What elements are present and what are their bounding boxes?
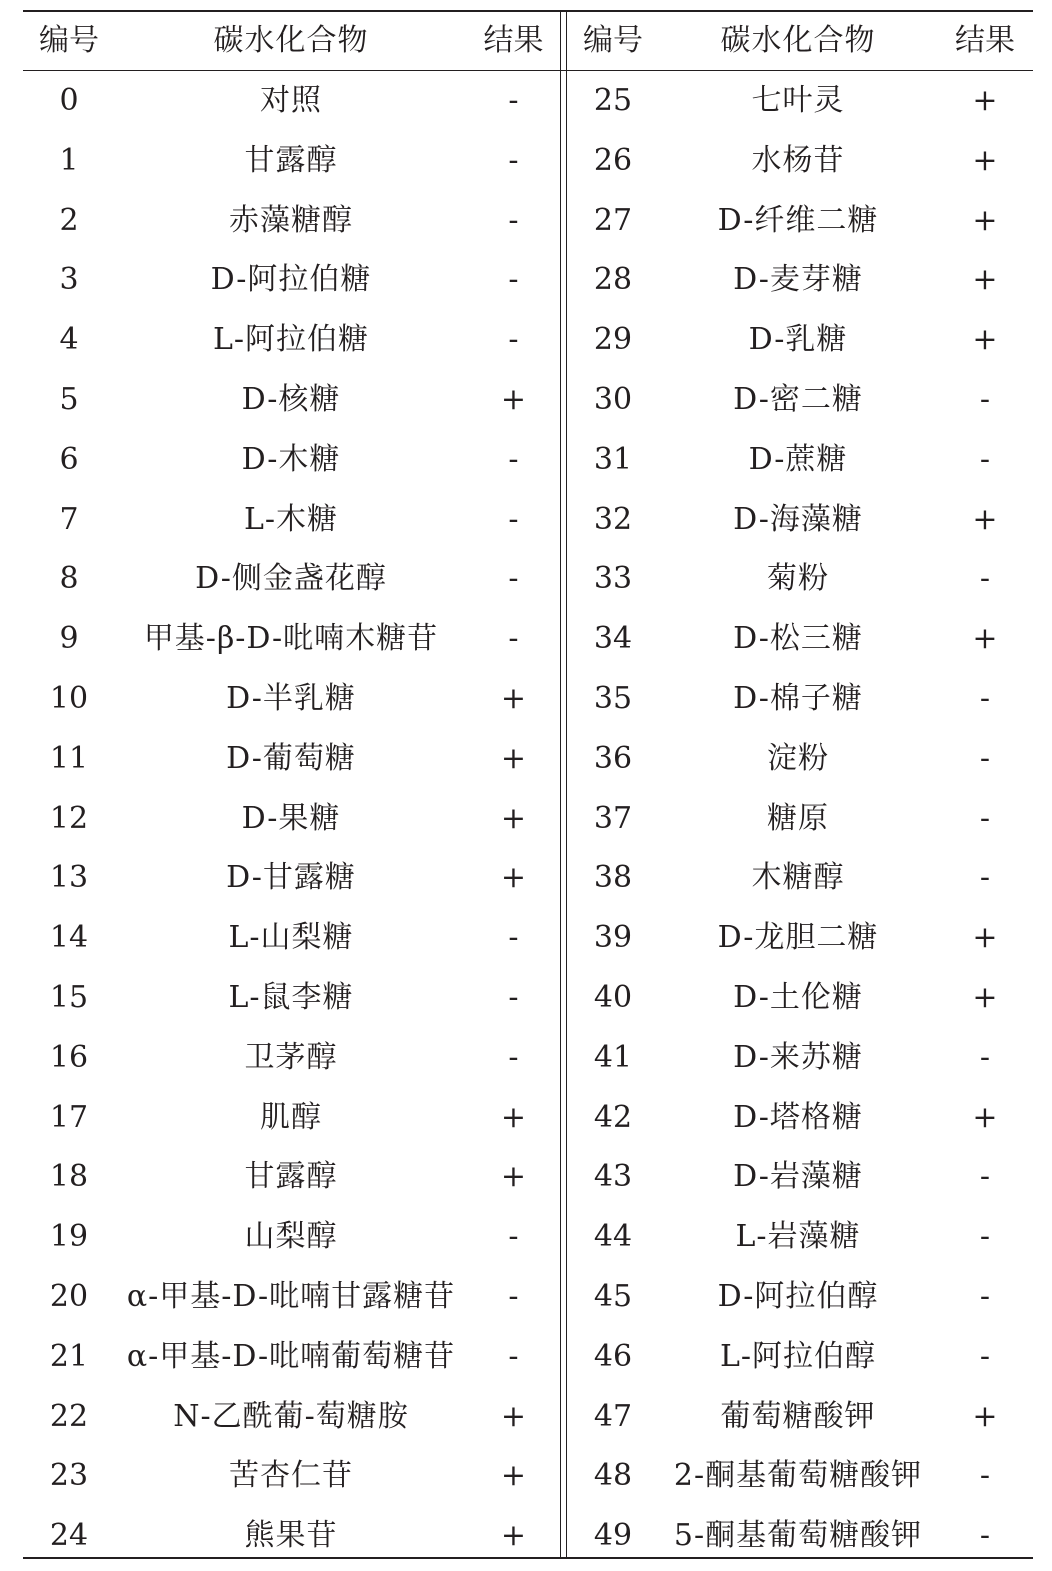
row-right-carbohydrate: D-棉子糖: [733, 681, 863, 716]
row-right-result: -: [979, 860, 991, 896]
row-left-carbohydrate: 苦杏仁苷: [229, 1458, 353, 1494]
row-right-carbohydrate: D-纤维二糖: [717, 202, 879, 238]
row-right-number: 34: [593, 621, 633, 657]
row-right-number: 32: [593, 501, 633, 537]
row-left-carbohydrate: D-侧金盏花醇: [195, 561, 387, 597]
row-left-result: +: [500, 681, 527, 716]
row-right-number: 29: [593, 322, 633, 358]
table-row: [23, 549, 1033, 609]
row-right-result: +: [972, 322, 998, 358]
table-row: [23, 1147, 1033, 1207]
row-right-carbohydrate: D-岩藻糖: [733, 1159, 863, 1195]
row-right-carbohydrate: D-密二糖: [733, 382, 863, 417]
table-row: [23, 370, 1033, 430]
row-left-number: 15: [49, 980, 89, 1015]
row-right-result: -: [979, 1458, 991, 1494]
row-right-carbohydrate: L-阿拉伯醇: [719, 1338, 877, 1374]
row-left-result: -: [508, 1279, 519, 1314]
header-left-number: 编号: [39, 23, 99, 58]
row-left-result: +: [500, 860, 527, 896]
row-left-result: -: [508, 501, 519, 537]
row-left-result: -: [508, 322, 519, 358]
row-right-carbohydrate: 七叶灵: [751, 83, 845, 118]
row-right-result: -: [979, 800, 991, 836]
table-row: [23, 609, 1033, 669]
row-right-carbohydrate: D-海藻糖: [733, 501, 863, 537]
row-left-number: 16: [49, 1039, 89, 1075]
row-left-carbohydrate: D-葡萄糖: [226, 740, 356, 776]
row-right-carbohydrate: 5-酮基葡萄糖酸钾: [673, 1518, 923, 1554]
row-right-result: -: [979, 1338, 991, 1374]
row-left-number: 3: [59, 262, 79, 298]
row-left-result: +: [500, 740, 527, 776]
header-right-number: 编号: [583, 23, 643, 58]
row-left-carbohydrate: 甲基-β-D-吡喃木糖苷: [143, 621, 439, 657]
row-right-carbohydrate: 2-酮基葡萄糖酸钾: [673, 1458, 923, 1494]
row-right-carbohydrate: 淀粉: [767, 740, 829, 776]
row-right-number: 47: [593, 1398, 633, 1434]
row-left-carbohydrate: L-山梨糖: [228, 920, 354, 956]
row-left-number: 8: [59, 561, 79, 597]
table-row: [23, 1446, 1033, 1506]
row-right-result: +: [972, 920, 998, 956]
table-row: [23, 848, 1033, 908]
row-left-result: +: [500, 1398, 527, 1434]
row-left-carbohydrate: L-鼠李糖: [228, 980, 354, 1015]
row-left-carbohydrate: 甘露醇: [244, 1159, 338, 1195]
row-right-number: 44: [593, 1219, 633, 1255]
row-left-number: 11: [49, 740, 89, 776]
row-right-carbohydrate: L-岩藻糖: [735, 1219, 861, 1255]
row-right-result: -: [979, 382, 991, 417]
row-right-number: 38: [593, 860, 633, 896]
row-left-number: 6: [59, 441, 79, 477]
row-right-result: -: [979, 441, 991, 477]
table-header: [23, 11, 1033, 71]
row-left-number: 12: [49, 800, 89, 836]
row-left-result: -: [508, 980, 519, 1015]
row-left-carbohydrate: 赤藻糖醇: [229, 202, 353, 238]
row-right-carbohydrate: D-松三糖: [733, 621, 863, 657]
row-left-number: 14: [49, 920, 89, 956]
row-left-number: 22: [49, 1398, 89, 1434]
row-left-result: -: [508, 1338, 519, 1374]
row-right-result: -: [979, 1039, 991, 1075]
row-left-result: +: [500, 1458, 527, 1494]
row-left-result: -: [508, 920, 519, 956]
row-left-result: +: [500, 1518, 527, 1554]
row-right-result: -: [979, 740, 991, 776]
row-left-number: 18: [49, 1159, 89, 1195]
row-right-carbohydrate: 菊粉: [767, 561, 829, 597]
row-left-number: 0: [59, 83, 79, 118]
row-left-number: 17: [49, 1099, 89, 1135]
header-left-carbohydrate: 碳水化合物: [213, 23, 369, 58]
row-left-result: -: [508, 83, 519, 118]
table-row: [23, 1028, 1033, 1088]
table-row: [23, 1267, 1033, 1327]
row-left-number: 5: [59, 382, 79, 417]
row-left-carbohydrate: L-木糖: [243, 501, 339, 537]
table-row: [23, 1207, 1033, 1267]
table-row: [23, 968, 1033, 1028]
row-right-number: 36: [593, 740, 633, 776]
table-row: [23, 789, 1033, 849]
row-right-number: 35: [593, 681, 633, 716]
row-left-result: -: [508, 621, 519, 657]
row-left-carbohydrate: α-甲基-D-吡喃葡萄糖苷: [126, 1338, 456, 1374]
row-left-carbohydrate: 熊果苷: [244, 1518, 338, 1554]
table-row: [23, 250, 1033, 310]
row-left-result: -: [508, 142, 519, 178]
row-left-carbohydrate: D-木糖: [241, 441, 341, 477]
table-row: [23, 490, 1033, 550]
row-right-result: +: [972, 83, 998, 118]
row-right-carbohydrate: D-蔗糖: [748, 441, 848, 477]
row-right-number: 40: [593, 980, 633, 1015]
row-right-result: +: [972, 501, 998, 537]
row-right-carbohydrate: D-来苏糖: [733, 1039, 863, 1075]
row-left-number: 1: [59, 142, 79, 178]
row-right-number: 31: [593, 441, 633, 477]
row-left-carbohydrate: α-甲基-D-吡喃甘露糖苷: [126, 1279, 456, 1314]
row-right-number: 33: [593, 561, 633, 597]
row-left-number: 20: [49, 1279, 89, 1314]
row-left-result: -: [508, 202, 519, 238]
row-right-number: 46: [593, 1338, 633, 1374]
row-right-carbohydrate: D-塔格糖: [733, 1099, 863, 1135]
row-left-carbohydrate: D-果糖: [241, 800, 341, 836]
row-right-result: +: [972, 980, 998, 1015]
row-right-number: 49: [593, 1518, 633, 1554]
row-left-result: +: [500, 1159, 527, 1195]
row-right-result: +: [972, 1099, 998, 1135]
row-right-result: +: [972, 142, 998, 178]
carbohydrate-results-table: [23, 10, 1033, 1560]
table-row: [23, 1088, 1033, 1148]
row-left-result: -: [508, 262, 519, 298]
table-row: [23, 310, 1033, 370]
row-left-result: -: [508, 1039, 519, 1075]
row-right-carbohydrate: D-土伦糖: [733, 980, 863, 1015]
table-row: [23, 908, 1033, 968]
row-left-number: 23: [49, 1458, 89, 1494]
row-left-carbohydrate: D-半乳糖: [226, 681, 356, 716]
row-right-carbohydrate: 木糖醇: [751, 860, 845, 896]
row-left-number: 10: [49, 681, 89, 716]
row-left-result: -: [508, 441, 519, 477]
row-right-number: 48: [593, 1458, 633, 1494]
row-right-carbohydrate: 水杨苷: [751, 142, 845, 178]
row-left-carbohydrate: 甘露醇: [244, 142, 338, 178]
row-left-result: +: [500, 382, 527, 417]
row-right-number: 27: [593, 202, 633, 238]
row-right-number: 28: [593, 262, 633, 298]
row-right-carbohydrate: D-麦芽糖: [733, 262, 863, 298]
table-row: [23, 1387, 1033, 1447]
row-left-number: 19: [49, 1219, 89, 1255]
row-right-number: 45: [593, 1279, 633, 1314]
row-right-number: 26: [593, 142, 633, 178]
row-right-result: -: [979, 1159, 991, 1195]
row-left-result: +: [500, 800, 527, 836]
row-left-carbohydrate: D-甘露糖: [226, 860, 356, 896]
table-row: [23, 191, 1033, 251]
row-right-result: -: [979, 561, 991, 597]
row-left-result: +: [500, 1099, 527, 1135]
row-right-number: 43: [593, 1159, 633, 1195]
row-right-carbohydrate: D-龙胆二糖: [717, 920, 879, 956]
row-right-carbohydrate: D-阿拉伯醇: [717, 1279, 879, 1314]
row-left-number: 2: [59, 202, 79, 238]
row-left-result: -: [508, 1219, 519, 1255]
row-left-carbohydrate: 山梨醇: [244, 1219, 338, 1255]
row-left-number: 9: [59, 621, 79, 657]
header-right-carbohydrate: 碳水化合物: [720, 23, 876, 58]
row-right-number: 41: [593, 1039, 633, 1075]
row-right-result: -: [979, 681, 991, 716]
row-left-number: 7: [59, 501, 79, 537]
row-right-number: 37: [593, 800, 633, 836]
row-right-number: 39: [593, 920, 633, 956]
row-right-result: +: [972, 621, 998, 657]
row-right-result: -: [979, 1219, 991, 1255]
table-row: [23, 1327, 1033, 1387]
row-left-carbohydrate: 对照: [260, 83, 322, 118]
table-row: [23, 131, 1033, 191]
row-left-carbohydrate: D-阿拉伯糖: [210, 262, 372, 298]
row-left-number: 21: [49, 1338, 89, 1374]
row-left-carbohydrate: 肌醇: [260, 1099, 322, 1135]
row-left-carbohydrate: L-阿拉伯糖: [212, 322, 370, 358]
row-right-result: +: [972, 1398, 998, 1434]
row-right-result: -: [979, 1279, 991, 1314]
row-right-number: 42: [593, 1099, 633, 1135]
table-row: [23, 1506, 1033, 1566]
header-left-result: 结果: [483, 23, 544, 58]
row-right-number: 30: [593, 382, 633, 417]
row-left-carbohydrate: 卫茅醇: [244, 1039, 338, 1075]
row-left-result: -: [508, 561, 519, 597]
row-right-carbohydrate: 葡萄糖酸钾: [720, 1398, 876, 1434]
row-left-number: 24: [49, 1518, 89, 1554]
row-right-result: +: [972, 202, 998, 238]
row-right-result: +: [972, 262, 998, 298]
row-right-carbohydrate: D-乳糖: [748, 322, 848, 358]
row-right-number: 25: [593, 83, 633, 118]
row-right-result: -: [979, 1518, 991, 1554]
table-row: [23, 430, 1033, 490]
row-right-carbohydrate: 糖原: [767, 800, 829, 836]
table-row: [23, 71, 1033, 131]
row-left-number: 13: [49, 860, 89, 896]
table-row: [23, 729, 1033, 789]
table-row: [23, 669, 1033, 729]
row-left-carbohydrate: N-乙酰葡-萄糖胺: [173, 1398, 409, 1434]
row-left-number: 4: [59, 322, 79, 358]
header-right-result: 结果: [955, 23, 1015, 58]
row-left-carbohydrate: D-核糖: [241, 382, 341, 417]
